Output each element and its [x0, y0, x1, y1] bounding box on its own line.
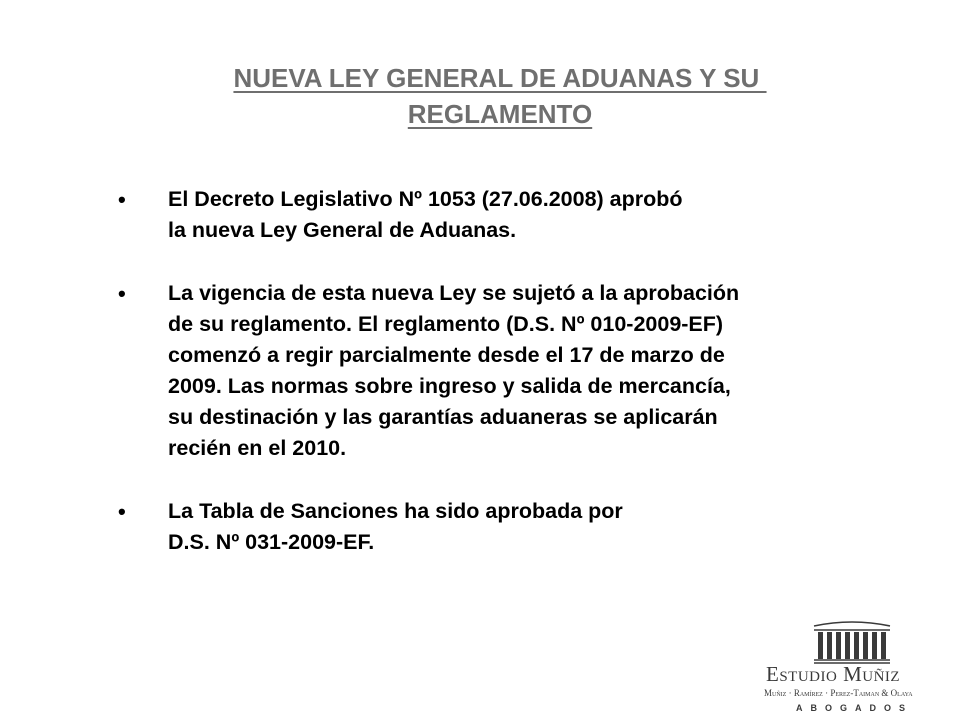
firm-name: Estudio Muñiz: [766, 662, 901, 686]
slide-title: [0, 60, 960, 132]
bullet-list: [118, 184, 898, 558]
slide-title-line-1: NUEVA LEY GENERAL DE ADUANAS Y SU: [233, 63, 767, 93]
bullet-point-icon: •: [118, 187, 126, 212]
bullet-text-line: El Decreto Legislativo Nº 1053 (27.06.2008) aprobó: [168, 187, 683, 211]
bullet-text-line: la nueva Ley General de Aduanas.: [168, 218, 517, 242]
bullet-text-line: La Tabla de Sanciones ha sido aprobada por: [168, 499, 623, 523]
bullet-item: [118, 184, 898, 246]
slide-title-line-2: REGLAMENTO: [407, 99, 593, 129]
bullet-point-icon: •: [118, 281, 126, 306]
firm-tagline: ABOGADOS: [796, 703, 914, 713]
bullet-point-icon: •: [118, 499, 126, 524]
firm-partners: Muñiz · Ramírez · Perez-Taiman & Olaya: [764, 688, 913, 698]
bullet-text-line: recién en el 2010.: [168, 436, 347, 460]
bullet-text-line: La vigencia de esta nueva Ley se sujetó a la aprobación: [168, 281, 740, 305]
bullet-text-line: comenzó a regir parcialmente desde el 17 de marzo de: [168, 343, 725, 367]
bullet-item: [118, 278, 898, 464]
columns-building-icon: [812, 620, 892, 664]
bullet-text-line: de su reglamento. El reglamento (D.S. Nº 010-2009-EF): [168, 312, 724, 336]
bullet-item: [118, 496, 898, 558]
bullet-text-line: D.S. Nº 031-2009-EF.: [168, 530, 375, 554]
firm-logo: [750, 612, 950, 716]
bullet-text-line: su destinación y las garantías aduaneras se aplicarán: [168, 405, 718, 429]
bullet-text-line: 2009. Las normas sobre ingreso y salida de mercancía,: [168, 374, 731, 398]
